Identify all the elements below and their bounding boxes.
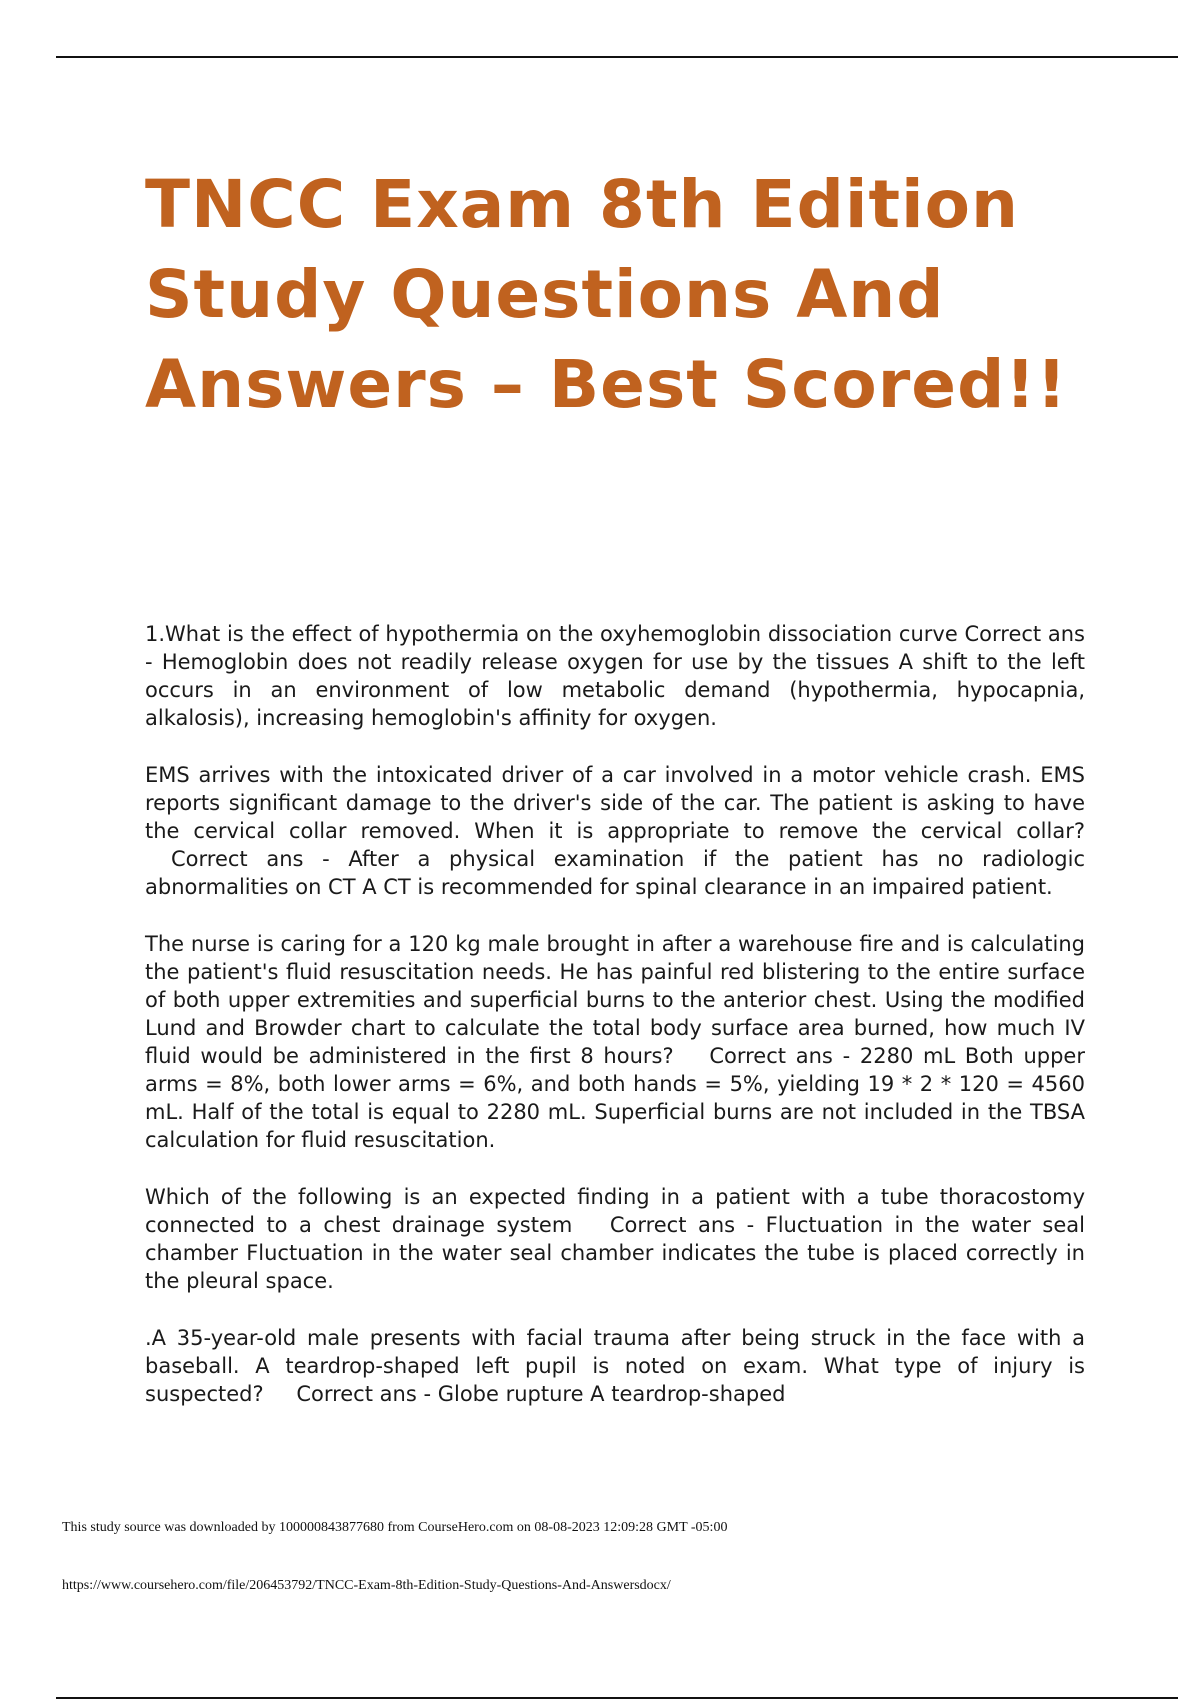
answer-text: - 2280 mL Both upper arms = 8%, both lower arms = 6%, and both hands = 5%, yielding 19 * 2 * 120 = 4560 mL. Half of the total is equal to 2280 mL. Superficial burns are not included in the TBSA calculation for fluid resuscitation.: [145, 1044, 1085, 1152]
qa-list: [145, 620, 1085, 1437]
answer-label: Correct ans: [609, 1213, 736, 1237]
answer-label: Correct ans: [964, 622, 1085, 646]
question-text: 1.What is the effect of hypothermia on the oxyhemoglobin dissociation curve: [145, 622, 958, 646]
bottom-divider: [56, 1697, 1178, 1699]
title-line-3: Answers – Best Scored!!: [145, 346, 1068, 423]
qa-item-4: [145, 1183, 1085, 1295]
qa-item-1: [145, 620, 1085, 732]
answer-text: - Hemoglobin does not readily release oxygen for use by the tissues A shift to the left occurs in an environment of low metabolic demand (hypothermia, hypocapnia, alkalosis), increasing hemoglobin's affinity for oxygen.: [145, 650, 1085, 730]
question-text: .A 35-year-old male presents with facial trauma after being struck in the face with a baseball. A teardrop-shaped left pupil is noted on exam. What type of injury is suspected?: [145, 1326, 1085, 1406]
question-text: Which of the following is an expected finding in a patient with a tube thoracostomy connected to a chest drainage system: [145, 1185, 1085, 1237]
title-line-2: Study Questions And: [145, 256, 945, 333]
source-url[interactable]: https://www.coursehero.com/file/206453792/TNCC-Exam-8th-Edition-Study-Questions-And-Answersdocx/: [62, 1578, 671, 1593]
answer-label: Correct ans: [709, 1044, 833, 1068]
qa-item-5: [145, 1324, 1085, 1408]
qa-item-3: [145, 930, 1085, 1154]
top-divider: [56, 56, 1178, 58]
title-line-1: TNCC Exam 8th Edition: [145, 166, 1019, 243]
question-text: The nurse is caring for a 120 kg male brought in after a warehouse fire and is calculating the patient's fluid resuscitation needs. He has painful red blistering to the entire surface of both upper extremities and superficial burns to the anterior chest. Using the modified Lund and Browder chart to calculate the total body surface area burned, how much IV fluid would be administered in the first 8 hours?: [145, 932, 1085, 1068]
answer-label: Correct ans: [296, 1382, 417, 1406]
answer-text: - Globe rupture A teardrop-shaped: [423, 1382, 786, 1406]
download-source-note: This study source was downloaded by 100000843877680 from CourseHero.com on 08-08-2023 12:09:28 GMT -05:00: [62, 1520, 728, 1535]
qa-item-2: [145, 761, 1085, 901]
question-text: EMS arrives with the intoxicated driver of a car involved in a motor vehicle crash. EMS reports significant damage to the driver's side of the car. The patient is asking to have the cervical collar removed. When it is appropriate to remove the cervical collar?: [145, 763, 1085, 843]
answer-text: - Fluctuation in the water seal chamber Fluctuation in the water seal chamber indicates the tube is placed correctly in the pleural space.: [145, 1213, 1085, 1293]
answer-text: - After a physical examination if the patient has no radiologic abnormalities on CT A CT is recommended for spinal clearance in an impaired patient.: [145, 847, 1085, 899]
document-title: [145, 160, 1105, 430]
answer-label: Correct ans: [171, 847, 304, 871]
